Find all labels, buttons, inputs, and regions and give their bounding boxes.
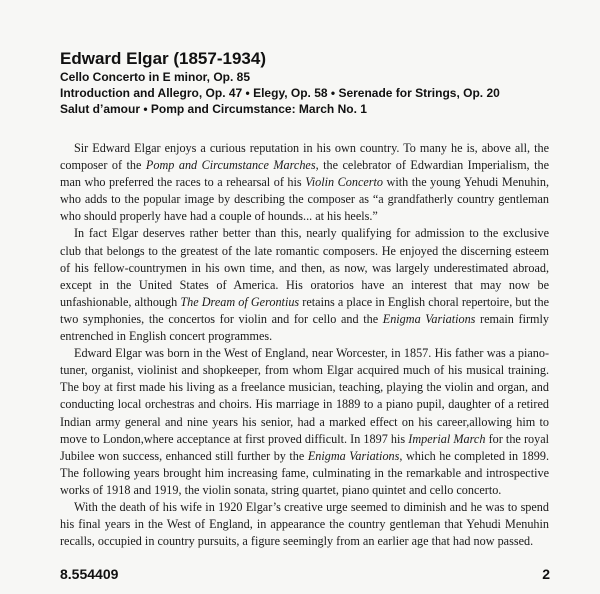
work-title: Violin Concerto (305, 175, 383, 190)
booklet-heading (60, 48, 560, 117)
paragraph-text: remain firmly entrenched in English concert programmes. (60, 311, 549, 344)
paragraph-text: , the celebrator of Edwardian Imperialism, the man who preferred the races to a rehearsal of his (60, 158, 549, 190)
paragraph-text: for the royal Jubilee won success, enhanced still further by the (60, 431, 549, 463)
work-title: Enigma Variations (307, 448, 400, 463)
paragraph-text: Sir Edward Elgar enjoys a curious reputation in his own country. To many he is, above all, the composer of the (60, 141, 549, 173)
paragraph-text: , which he completed in 1899. The following years brought him increasing fame, culminating in the remarkable and introspective works of 1918 and 1919, the violin sonata, string quartet, piano quintet and cello concerto. (60, 448, 549, 497)
paragraph-text: retains a place in English choral repertoire, but the two symphonies, the concertos for violin and for cello and the (60, 294, 549, 326)
paragraph-text: In fact Elgar deserves rather better than this, nearly qualifying for admission to the exclusive club that belongs to the greatest of the late romantic composers. He enjoyed the discerning esteem of his fellow-countrymen in his own time, and then, as now, was largely underestimated abroad, except in the United States of America. His oratorios have an interest that may now be unfashionable, although (60, 226, 549, 309)
paragraph-3 (60, 345, 549, 499)
paragraph-2 (60, 225, 549, 345)
catalog-number: 8.554409 (60, 566, 119, 582)
notes-body (60, 140, 549, 550)
paragraph-1 (60, 140, 549, 225)
work-title: The Dream of Gerontius (180, 294, 300, 309)
paragraph-4: With the death of his wife in 1920 Elgar’s creative urge seemed to diminish and he was to spend his final years in the West of England, in appearance the country gentleman that Yehudi Menuhin recalls, occupied in country pursuits, a figure seemingly from an earlier age that had now passed. (60, 499, 549, 549)
page-number: 2 (542, 566, 550, 582)
work-title-cello-concerto: Cello Concerto in E minor, Op. 85 (60, 70, 251, 84)
paragraph-text: with the young Yehudi Menuhin, who adds to the popular image by describing the composer as “a grandfatherly country gentleman who should properly have had a couple of hounds... at his heels.” (60, 175, 549, 224)
work-list-line-2: Salut d’amour • Pomp and Circumstance: March No. 1 (60, 102, 367, 116)
work-list-line: Introduction and Allegro, Op. 47 • Elegy, Op. 58 • Serenade for Strings, Op. 20 (60, 86, 500, 100)
work-title: Imperial March (408, 431, 486, 446)
work-title: Pomp and Circumstance Marches (145, 158, 316, 173)
paragraph-text: Edward Elgar was born in the West of England, near Worcester, in 1857. His father was a piano-tuner, organist, violinist and shopkeeper, from whom Elgar acquired much of his musical training. The boy at first made his living as a freelance musician, teaching, playing the violin and organ, and conducting local orchestras and choirs. His marriage in 1889 to a piano pupil, daughter of a retired Indian army general and nine years his senior, had a marked effect on his career,allowing him to move to London,where acceptance at first proved difficult. In 1897 his (60, 346, 549, 446)
composer-title: Edward Elgar (1857-1934) (60, 49, 266, 68)
work-title: Enigma Variations (382, 311, 476, 326)
